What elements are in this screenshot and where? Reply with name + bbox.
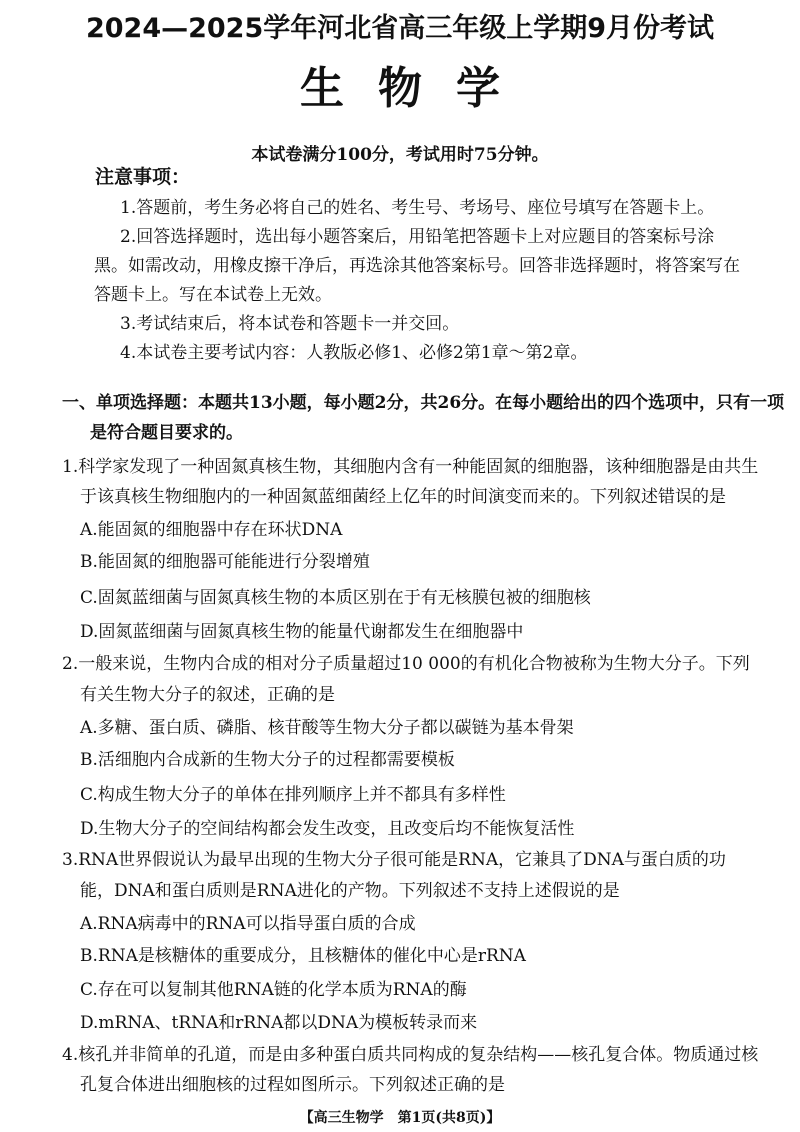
notice-heading: 注意事项： — [95, 166, 191, 188]
notice-item-4: 4.本试卷主要考试内容：人教版必修1、必修2第1章～第2章。 — [120, 343, 588, 363]
notice-item-2-line-3: 答题卡上。写在本试卷上无效。 — [94, 285, 332, 305]
q4-stem-line-2: 孔复合体进出细胞核的过程如图所示。下列叙述正确的是 — [80, 1075, 505, 1095]
q1-option-d: D.固氮蓝细菌与固氮真核生物的能量代谢都发生在细胞器中 — [80, 622, 524, 642]
q1-stem-line-1: 1.科学家发现了一种固氮真核生物，其细胞内含有一种能固氮的细胞器，该种细胞器是由共生 — [62, 457, 759, 477]
q2-stem-line-2: 有关生物大分子的叙述，正确的是 — [80, 685, 335, 705]
subject-title: 生物学 — [300, 63, 534, 114]
q3-option-a: A.RNA病毒中的RNA可以指导蛋白质的合成 — [80, 914, 416, 934]
q1-option-c: C.固氮蓝细菌与固氮真核生物的本质区别在于有无核膜包被的细胞核 — [80, 588, 591, 608]
q2-option-d: D.生物大分子的空间结构都会发生改变，且改变后均不能恢复活性 — [80, 819, 575, 839]
q1-stem-line-2: 于该真核生物细胞内的一种固氮蓝细菌经上亿年的时间演变而来的。下列叙述错误的是 — [80, 487, 726, 507]
q3-option-d: D.mRNA、tRNA和rRNA都以DNA为模板转录而来 — [80, 1013, 478, 1033]
q2-option-a: A.多糖、蛋白质、磷脂、核苷酸等生物大分子都以碳链为基本骨架 — [80, 718, 574, 738]
section-1-heading-line-2: 是符合题目要求的。 — [90, 423, 243, 443]
q2-stem-line-1: 2.一般来说，生物内合成的相对分子质量超过10 000的有机化合物被称为生物大分子。下列 — [62, 654, 750, 674]
q3-stem-line-1: 3.RNA世界假说认为最早出现的生物大分子很可能是RNA，它兼具了DNA与蛋白质的功 — [62, 850, 726, 870]
page-footer: 【高三生物学 第1页(共8页)】 — [299, 1110, 501, 1126]
q3-option-c: C.存在可以复制其他RNA链的化学本质为RNA的酶 — [80, 980, 467, 1000]
score-line: 本试卷满分100分，考试用时75分钟。 — [251, 145, 549, 165]
notice-item-3: 3.考试结束后，将本试卷和答题卡一并交回。 — [120, 314, 460, 334]
notice-item-2-line-2: 黑。如需改动，用橡皮擦干净后，再选涂其他答案标号。回答非选择题时，将答案写在 — [94, 256, 740, 276]
q1-option-a: A.能固氮的细胞器中存在环状DNA — [80, 520, 343, 540]
exam-title: 2024—2025学年河北省高三年级上学期9月份考试 — [85, 13, 715, 44]
notice-item-1: 1.答题前，考生务必将自己的姓名、考生号、考场号、座位号填写在答题卡上。 — [120, 198, 715, 218]
q3-option-b: B.RNA是核糖体的重要成分，且核糖体的催化中心是rRNA — [80, 946, 526, 966]
q4-stem-line-1: 4.核孔并非简单的孔道，而是由多种蛋白质共同构成的复杂结构——核孔复合体。物质通过核 — [62, 1045, 759, 1065]
q3-stem-line-2: 能，DNA和蛋白质则是RNA进化的产物。下列叙述不支持上述假说的是 — [80, 881, 620, 901]
notice-item-2-line-1: 2.回答选择题时，选出每小题答案后，用铅笔把答题卡上对应题目的答案标号涂 — [120, 227, 715, 247]
q1-option-b: B.能固氮的细胞器可能能进行分裂增殖 — [80, 552, 370, 572]
q2-option-b: B.活细胞内合成新的生物大分子的过程都需要模板 — [80, 750, 455, 770]
q2-option-c: C.构成生物大分子的单体在排列顺序上并不都具有多样性 — [80, 785, 506, 805]
section-1-heading-line-1: 一、单项选择题：本题共13小题，每小题2分，共26分。在每小题给出的四个选项中，只有一项 — [62, 393, 785, 413]
